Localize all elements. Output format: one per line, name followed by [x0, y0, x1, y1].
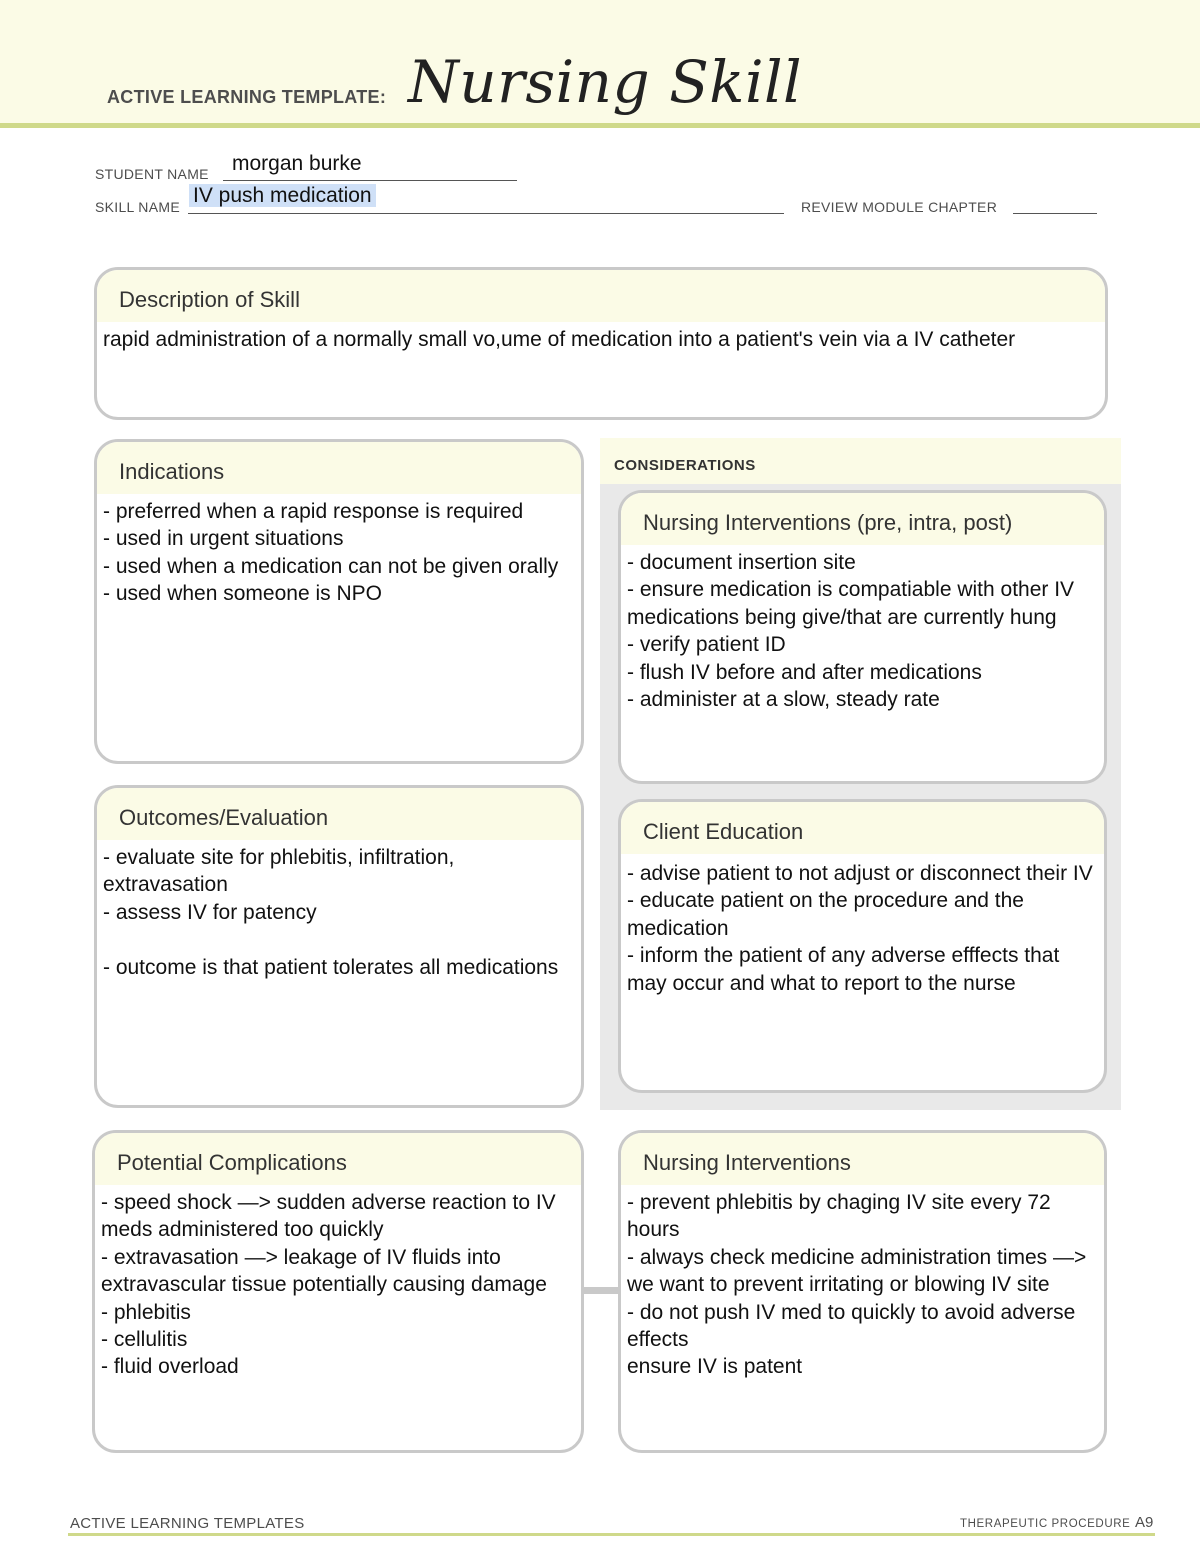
- connector-bar: [582, 1287, 620, 1294]
- nursing-interventions-pre-text[interactable]: - document insertion site - ensure medication is compatiable with other IV medications being give/that are currently hung - verify patient ID - flush IV before and after medications - administer at a slow, steady rate: [627, 551, 1075, 712]
- student-name-field[interactable]: morgan burke: [232, 152, 362, 175]
- nursing-interventions-text[interactable]: - prevent phlebitis by chaging IV site every 72 hours - always check medicine administration times —> we want to prevent irritating or blowing IV site - do not push IV med to quickly to avoid adverse effects ensure IV is patent: [627, 1191, 1087, 1379]
- indications-title: Indications: [97, 442, 581, 494]
- header-rule: [0, 123, 1200, 128]
- client-education-title: Client Education: [621, 802, 1104, 854]
- student-name-label: STUDENT NAME: [95, 166, 209, 182]
- complications-text[interactable]: - speed shock —> sudden adverse reaction to IV meds administered too quickly - extravasation —> leakage of IV fluids into extravascular tissue potentially causing damage - phlebitis - cellulitis - fluid overload: [101, 1191, 556, 1379]
- indications-box: [94, 439, 584, 764]
- footer-rule: [68, 1533, 1155, 1536]
- nursing-interventions-box: [618, 1130, 1107, 1453]
- client-education-box: [618, 799, 1107, 1093]
- nursing-interventions-pre-box: [618, 490, 1107, 784]
- page-title: Nursing Skill: [408, 48, 803, 116]
- skill-name-label: SKILL NAME: [95, 199, 180, 215]
- skill-name-value: IV push medication: [189, 184, 376, 207]
- description-title: Description of Skill: [97, 270, 1105, 322]
- student-name-line: [223, 180, 517, 181]
- description-text[interactable]: rapid administration of a normally small vo,ume of medication into a patient's vein via a IV catheter: [103, 328, 1016, 351]
- outcomes-text[interactable]: - evaluate site for phlebitis, infiltration, extravasation - assess IV for patency - outcome is that patient tolerates all medications: [103, 846, 559, 979]
- review-module-field[interactable]: [1013, 213, 1097, 214]
- indications-text[interactable]: - preferred when a rapid response is required - used in urgent situations - used when a medication can not be given orally - used when someone is NPO: [103, 500, 559, 606]
- outcomes-title: Outcomes/Evaluation: [97, 788, 581, 840]
- template-label: ACTIVE LEARNING TEMPLATE:: [107, 87, 387, 107]
- footer-left: ACTIVE LEARNING TEMPLATES: [70, 1515, 305, 1532]
- complications-box: [92, 1130, 584, 1453]
- skill-name-field[interactable]: [189, 184, 376, 208]
- footer-right: THERAPEUTIC PROCEDURE: [960, 1518, 1131, 1530]
- footer-page-number: A9: [1135, 1514, 1154, 1531]
- skill-name-line: [188, 213, 784, 214]
- complications-title: Potential Complications: [95, 1133, 581, 1185]
- review-module-label: REVIEW MODULE CHAPTER: [801, 199, 998, 215]
- considerations-label: CONSIDERATIONS: [614, 457, 756, 474]
- nursing-interventions-title: Nursing Interventions: [621, 1133, 1104, 1185]
- description-box: [94, 267, 1108, 420]
- outcomes-box: [94, 785, 584, 1108]
- client-education-text[interactable]: - advise patient to not adjust or disconnect their IV - educate patient on the procedure and the medication - inform the patient of any adverse efffects that may occur and what to report to the nurse: [627, 862, 1093, 995]
- nursing-interventions-pre-title: Nursing Interventions (pre, intra, post): [621, 493, 1104, 545]
